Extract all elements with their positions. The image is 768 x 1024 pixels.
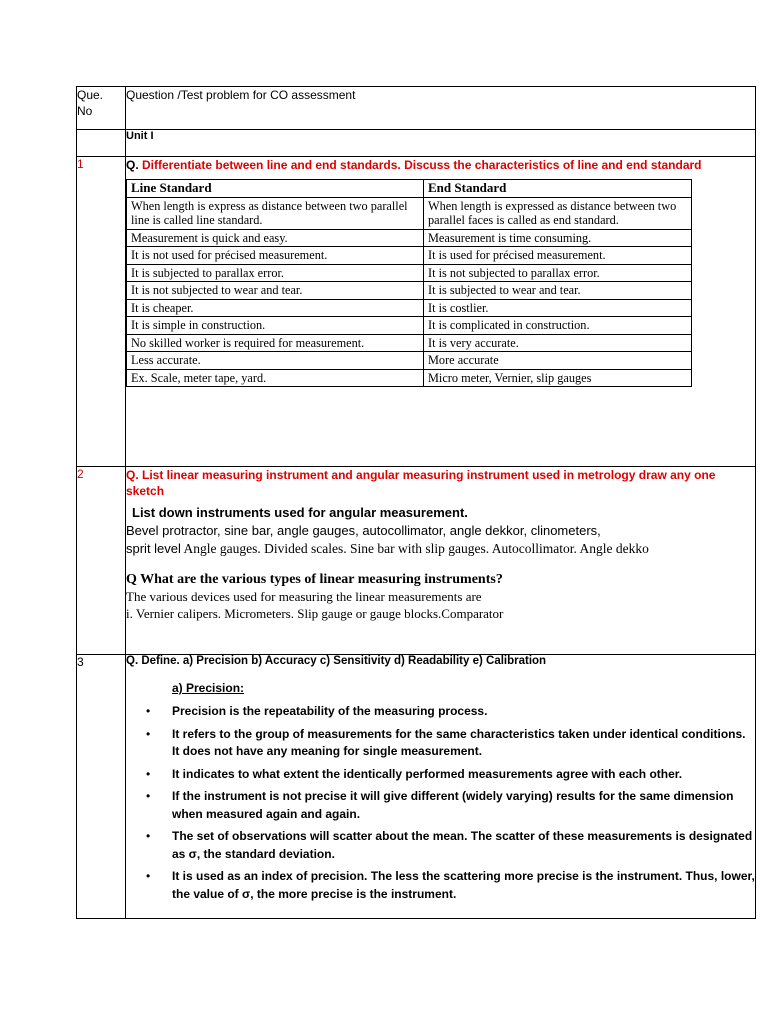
- question-1-title: [126, 157, 755, 173]
- question-1-row: [77, 157, 756, 467]
- angular-instruments-line-2: [126, 540, 755, 558]
- header-no-cell: [77, 87, 126, 130]
- end-standard-cell: Micro meter, Vernier, slip gauges: [424, 369, 692, 387]
- line-standard-cell: When length is express as distance between two parallel line is called line standard.: [127, 197, 424, 229]
- unit-row: [77, 130, 756, 157]
- question-3-cell: [126, 655, 756, 919]
- comparison-row: [127, 229, 692, 247]
- header-no-label-2: No: [77, 104, 93, 118]
- question-2-title: [126, 467, 755, 499]
- list-item: [126, 828, 755, 863]
- comparison-row: [127, 352, 692, 370]
- comparison-row: [127, 197, 692, 229]
- linear-instruments-heading: Q What are the various types of linear measuring instruments?: [126, 572, 503, 587]
- bullet-icon: •: [146, 726, 151, 741]
- comparison-row: [127, 334, 692, 352]
- precision-bullet-list: [126, 703, 755, 903]
- end-standard-cell: It is used for précised measurement.: [424, 247, 692, 265]
- angular-instruments-line-2-b: Angle gauges. Divided scales. Sine bar with slip gauges. Autocollimator. Angle dekko: [180, 541, 649, 556]
- line-standard-cell: It is not subjected to wear and tear.: [127, 282, 424, 300]
- end-standard-cell: When length is expressed as distance between two parallel faces is called as end standard.: [424, 197, 692, 229]
- question-3-title: Q. Define. a) Precision b) Accuracy c) Sensitivity d) Readability e) Calibration: [126, 655, 547, 667]
- bullet-text: It refers to the group of measurements for the same characteristics taken under identical conditions. It does not have any meaning for single measurement.: [172, 726, 746, 758]
- line-standard-cell: It is not used for précised measurement.: [127, 247, 424, 265]
- question-2-number: 2: [77, 467, 126, 655]
- bullet-text: It is used as an index of precision. The less the scattering more precise is the instrument. Thus, lower, the value of σ, the more precise is the instrument.: [172, 869, 755, 901]
- list-item: [126, 766, 755, 784]
- list-item: [126, 788, 755, 823]
- line-standard-cell: It is subjected to parallax error.: [127, 264, 424, 282]
- header-question-cell: [126, 87, 756, 130]
- line-standard-cell: No skilled worker is required for measurement.: [127, 334, 424, 352]
- bullet-icon: •: [146, 766, 151, 781]
- bullet-text: The set of observations will scatter about the mean. The scatter of these measurements is designated as σ, the standard deviation.: [172, 829, 753, 861]
- line-standard-cell: It is simple in construction.: [127, 317, 424, 335]
- comparison-row: [127, 317, 692, 335]
- linear-instruments-line-1: The various devices used for measuring the linear measurements are: [126, 589, 482, 604]
- comparison-header-end: End Standard: [424, 180, 692, 198]
- header-no-label-1: Que.: [77, 88, 104, 102]
- question-2-row: [77, 467, 756, 655]
- line-standard-cell: It is cheaper.: [127, 299, 424, 317]
- bullet-icon: •: [146, 869, 151, 883]
- question-1-prefix: Q.: [126, 158, 139, 172]
- end-standard-cell: It is subjected to wear and tear.: [424, 282, 692, 300]
- list-item: [126, 726, 755, 761]
- question-1-title-text: Differentiate between line and end standards. Discuss the characteristics of line and end standard: [142, 158, 702, 172]
- comparison-header-row: [127, 180, 692, 198]
- angular-instruments-heading: List down instruments used for angular measurement.: [132, 505, 468, 520]
- bullet-icon: •: [146, 829, 151, 843]
- unit-no-cell: [77, 130, 126, 157]
- end-standard-cell: It is very accurate.: [424, 334, 692, 352]
- question-2-cell: [126, 467, 756, 655]
- assessment-table: [76, 86, 756, 919]
- list-item: [126, 868, 755, 903]
- angular-instruments-line-2-a: sprit level: [126, 541, 181, 556]
- question-3-row: [77, 655, 756, 919]
- bullet-icon: •: [146, 704, 151, 718]
- unit-label: Unit I: [126, 130, 756, 157]
- comparison-row: [127, 369, 692, 387]
- line-standard-cell: Ex. Scale, meter tape, yard.: [127, 369, 424, 387]
- question-1-cell: [126, 157, 756, 467]
- end-standard-cell: It is not subjected to parallax error.: [424, 264, 692, 282]
- end-standard-cell: It is costlier.: [424, 299, 692, 317]
- list-item: [126, 703, 755, 721]
- comparison-row: [127, 299, 692, 317]
- header-row: [77, 87, 756, 130]
- bullet-text: Precision is the repeatability of the measuring process.: [172, 704, 488, 718]
- comparison-row: [127, 264, 692, 282]
- question-3-number: 3: [77, 655, 126, 919]
- header-question-label: Question /Test problem for CO assessment: [126, 88, 356, 102]
- angular-instruments-line-1: Bevel protractor, sine bar, angle gauges, autocollimator, angle dekkor, clinometers,: [126, 523, 601, 538]
- question-2-title-text: List linear measuring instrument and angular measuring instrument used in metrology draw any one sketch: [126, 468, 716, 498]
- bullet-text: It indicates to what extent the identically performed measurements agree with each other.: [172, 766, 683, 781]
- end-standard-cell: It is complicated in construction.: [424, 317, 692, 335]
- comparison-header-line: Line Standard: [127, 180, 424, 198]
- linear-instruments-line-2: i. Vernier calipers. Micrometers. Slip gauge or gauge blocks.Comparator: [126, 606, 504, 621]
- question-2-prefix: Q.: [126, 468, 139, 482]
- line-vs-end-standard-table: [126, 179, 692, 387]
- line-standard-cell: Less accurate.: [127, 352, 424, 370]
- end-standard-cell: Measurement is time consuming.: [424, 229, 692, 247]
- end-standard-cell: More accurate: [424, 352, 692, 370]
- bullet-icon: •: [146, 789, 151, 803]
- comparison-row: [127, 247, 692, 265]
- precision-heading: a) Precision:: [172, 681, 245, 695]
- question-1-number: 1: [77, 157, 126, 467]
- bullet-text: If the instrument is not precise it will give different (widely varying) results for the same dimension when measured again and again.: [172, 789, 734, 821]
- line-standard-cell: Measurement is quick and easy.: [127, 229, 424, 247]
- comparison-row: [127, 282, 692, 300]
